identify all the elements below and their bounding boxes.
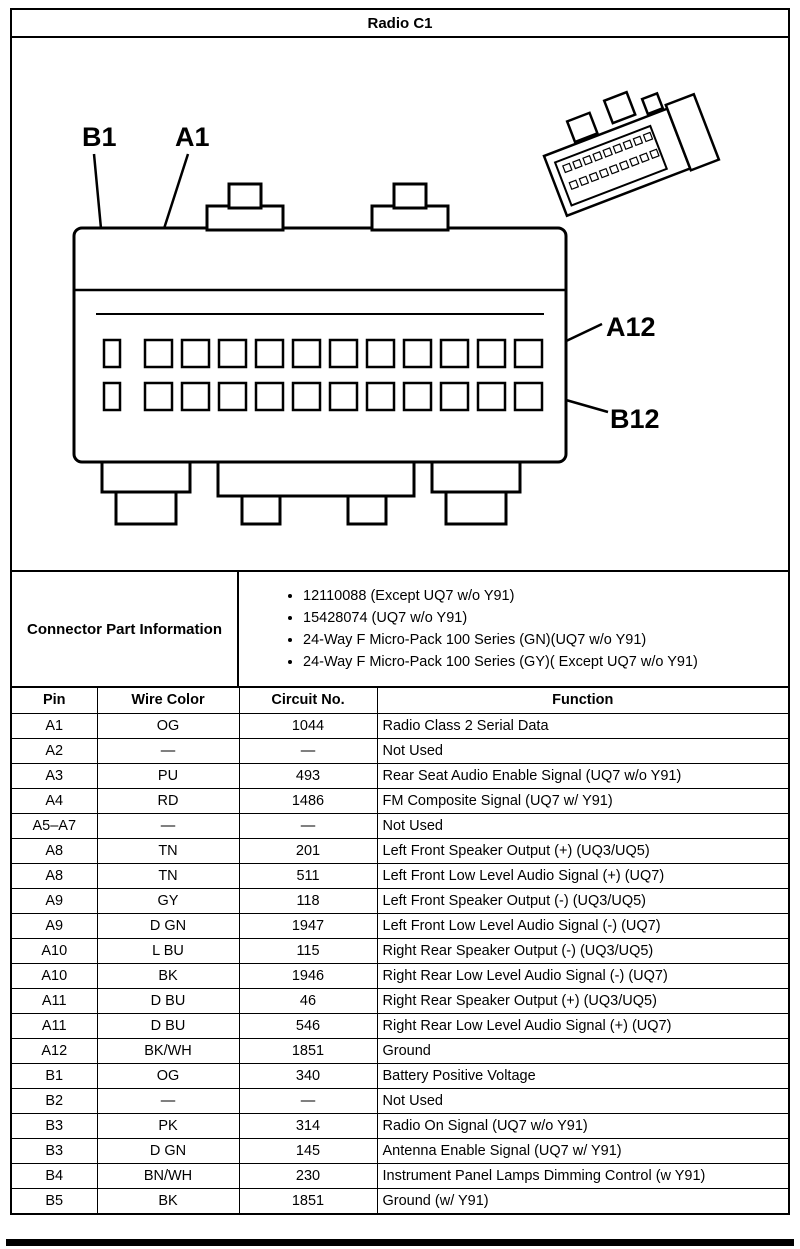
- wire-color-cell: GY: [97, 888, 239, 913]
- part-info-item: • 12110088 (Except UQ7 w/o Y91): [303, 586, 698, 607]
- pin: [219, 340, 246, 367]
- part-info-item: • 15428074 (UQ7 w/o Y91): [303, 608, 698, 629]
- pin: [643, 132, 652, 141]
- function-cell: FM Composite Signal (UQ7 w/ Y91): [377, 788, 788, 813]
- pin: [293, 340, 320, 367]
- pin-cell: A2: [12, 738, 97, 763]
- circuit-no-cell: 1947: [239, 913, 377, 938]
- pin: [650, 149, 659, 158]
- mount-foot-left: [102, 462, 190, 492]
- page-bottom-rule: [6, 1239, 794, 1246]
- circuit-no-cell: —: [239, 813, 377, 838]
- page-title: Radio C1: [12, 10, 788, 38]
- circuit-no-cell: 230: [239, 1163, 377, 1188]
- pin: [563, 163, 572, 172]
- table-row: [12, 763, 788, 788]
- function-cell: Ground (w/ Y91): [377, 1188, 788, 1213]
- pin: [583, 156, 592, 165]
- table-row: [12, 963, 788, 988]
- pin: [640, 153, 649, 162]
- function-cell: Not Used: [377, 813, 788, 838]
- pin-label-a1: A1: [175, 122, 210, 152]
- wire-color-cell: —: [97, 813, 239, 838]
- pin: [589, 172, 598, 181]
- table-row: [12, 838, 788, 863]
- table-row: [12, 738, 788, 763]
- table-row: [12, 863, 788, 888]
- wire-color-cell: L BU: [97, 938, 239, 963]
- pin-cell: B4: [12, 1163, 97, 1188]
- table-row: [12, 988, 788, 1013]
- pin: [293, 383, 320, 410]
- pin-cell: B2: [12, 1088, 97, 1113]
- function-cell: Ground: [377, 1038, 788, 1063]
- function-cell: Left Front Speaker Output (+) (UQ3/UQ5): [377, 838, 788, 863]
- circuit-no-cell: 1946: [239, 963, 377, 988]
- part-info-item: • 24-Way F Micro-Pack 100 Series (GN)(UQ7 w/o Y91): [303, 630, 698, 651]
- wire-color-cell: TN: [97, 863, 239, 888]
- wire-color-cell: RD: [97, 788, 239, 813]
- table-row: [12, 788, 788, 813]
- pin: [630, 157, 639, 166]
- pin: [573, 160, 582, 169]
- circuit-no-cell: 314: [239, 1113, 377, 1138]
- table-row: [12, 1013, 788, 1038]
- function-cell: Rear Seat Audio Enable Signal (UQ7 w/o Y91): [377, 763, 788, 788]
- function-cell: Left Front Speaker Output (-) (UQ3/UQ5): [377, 888, 788, 913]
- function-cell: Radio On Signal (UQ7 w/o Y91): [377, 1113, 788, 1138]
- pinout-table: [12, 688, 788, 1213]
- connector-3d-view: [533, 70, 719, 218]
- function-cell: Left Front Low Level Audio Signal (+) (UQ7): [377, 863, 788, 888]
- pin: [569, 180, 578, 189]
- pin: [182, 340, 209, 367]
- function-cell: Instrument Panel Lamps Dimming Control (w Y91): [377, 1163, 788, 1188]
- connector-part-info-row: [12, 572, 788, 688]
- pin-cell: A5–A7: [12, 813, 97, 838]
- pin: [182, 383, 209, 410]
- latch-tab: [394, 184, 426, 208]
- pin: [219, 383, 246, 410]
- pin-label-b12: B12: [610, 404, 660, 434]
- pin: [367, 383, 394, 410]
- pin: [600, 169, 609, 178]
- pin: [623, 140, 632, 149]
- pin: [330, 340, 357, 367]
- part-info-item: • 24-Way F Micro-Pack 100 Series (GY)( Except UQ7 w/o Y91): [303, 652, 698, 673]
- mount-tab-center: [348, 496, 386, 524]
- wire-color-cell: D GN: [97, 1138, 239, 1163]
- wire-color-cell: PU: [97, 763, 239, 788]
- table-row: [12, 1188, 788, 1213]
- table-row: [12, 1113, 788, 1138]
- header-wire-color: Wire Color: [97, 688, 239, 713]
- pin-cell: A11: [12, 1013, 97, 1038]
- wire-color-cell: PK: [97, 1113, 239, 1138]
- function-cell: Radio Class 2 Serial Data: [377, 713, 788, 738]
- wire-color-cell: BN/WH: [97, 1163, 239, 1188]
- function-cell: Not Used: [377, 1088, 788, 1113]
- function-cell: Right Rear Speaker Output (-) (UQ3/UQ5): [377, 938, 788, 963]
- table-row: [12, 1038, 788, 1063]
- pin-cell: A9: [12, 913, 97, 938]
- mount-foot-center: [218, 462, 414, 496]
- pin-cell: A8: [12, 838, 97, 863]
- header-pin: Pin: [12, 688, 97, 713]
- pin: [610, 165, 619, 174]
- connector-front-view: [74, 184, 566, 524]
- pin-table-body: [12, 713, 788, 1213]
- mount-foot-left-inner: [116, 492, 176, 524]
- table-row: [12, 1163, 788, 1188]
- table-header-row: [12, 688, 788, 713]
- mount-tab-center: [242, 496, 280, 524]
- header-function: Function: [377, 688, 788, 713]
- wire-color-cell: D BU: [97, 988, 239, 1013]
- pin: [330, 383, 357, 410]
- function-cell: Right Rear Low Level Audio Signal (-) (UQ7): [377, 963, 788, 988]
- pin-cell: B1: [12, 1063, 97, 1088]
- pin-cell: A12: [12, 1038, 97, 1063]
- pin: [620, 161, 629, 170]
- wire-color-cell: —: [97, 738, 239, 763]
- mount-foot-right: [432, 462, 520, 492]
- table-row: [12, 713, 788, 738]
- wire-color-cell: BK/WH: [97, 1038, 239, 1063]
- pin-cell: A10: [12, 938, 97, 963]
- circuit-no-cell: —: [239, 738, 377, 763]
- pin: [441, 340, 468, 367]
- circuit-no-cell: 493: [239, 763, 377, 788]
- circuit-no-cell: 1486: [239, 788, 377, 813]
- pin: [145, 340, 172, 367]
- table-row: [12, 1063, 788, 1088]
- latch-tab: [372, 206, 448, 230]
- pin-cell: B5: [12, 1188, 97, 1213]
- circuit-no-cell: 1851: [239, 1038, 377, 1063]
- wire-color-cell: —: [97, 1088, 239, 1113]
- function-cell: Not Used: [377, 738, 788, 763]
- wire-color-cell: OG: [97, 1063, 239, 1088]
- table-row: [12, 1138, 788, 1163]
- circuit-no-cell: —: [239, 1088, 377, 1113]
- pin: [515, 340, 542, 367]
- wire-color-cell: OG: [97, 713, 239, 738]
- diagram-svg: [12, 38, 788, 572]
- pin: [404, 383, 431, 410]
- pin: [593, 152, 602, 161]
- circuit-no-cell: 145: [239, 1138, 377, 1163]
- table-row: [12, 913, 788, 938]
- wire-color-cell: BK: [97, 1188, 239, 1213]
- function-cell: Battery Positive Voltage: [377, 1063, 788, 1088]
- connector-part-info-label: Connector Part Information: [12, 572, 239, 686]
- circuit-no-cell: 118: [239, 888, 377, 913]
- latch-tab: [229, 184, 261, 208]
- header-circuit-no: Circuit No.: [239, 688, 377, 713]
- pin: [603, 148, 612, 157]
- pin: [478, 340, 505, 367]
- pin: [613, 144, 622, 153]
- pin-cell: A9: [12, 888, 97, 913]
- pin-cell: A1: [12, 713, 97, 738]
- pin-cell: A11: [12, 988, 97, 1013]
- pin: [579, 176, 588, 185]
- pin: [633, 136, 642, 145]
- circuit-no-cell: 115: [239, 938, 377, 963]
- circuit-no-cell: 46: [239, 988, 377, 1013]
- circuit-no-cell: 1851: [239, 1188, 377, 1213]
- wire-color-cell: BK: [97, 963, 239, 988]
- connector-part-info-list: [239, 572, 788, 686]
- function-cell: Right Rear Low Level Audio Signal (+) (UQ7): [377, 1013, 788, 1038]
- circuit-no-cell: 340: [239, 1063, 377, 1088]
- function-cell: Left Front Low Level Audio Signal (-) (UQ7): [377, 913, 788, 938]
- pin: [404, 340, 431, 367]
- pin: [256, 340, 283, 367]
- pin: [478, 383, 505, 410]
- wire-color-cell: D GN: [97, 913, 239, 938]
- latch-tab: [207, 206, 283, 230]
- table-row: [12, 813, 788, 838]
- pin: [104, 383, 120, 410]
- table-row: [12, 938, 788, 963]
- pin: [145, 383, 172, 410]
- connector-diagram: [12, 38, 788, 572]
- pin: [256, 383, 283, 410]
- pin: [515, 383, 542, 410]
- function-cell: Right Rear Speaker Output (+) (UQ3/UQ5): [377, 988, 788, 1013]
- pin-cell: B3: [12, 1138, 97, 1163]
- table-row: [12, 888, 788, 913]
- pin-cell: A3: [12, 763, 97, 788]
- pin-cell: A8: [12, 863, 97, 888]
- pin-cell: A10: [12, 963, 97, 988]
- diagram-sheet: [10, 8, 790, 1215]
- pin: [367, 340, 394, 367]
- pin-label-b1: B1: [82, 122, 117, 152]
- wire-color-cell: D BU: [97, 1013, 239, 1038]
- connector-3d-latch: [604, 92, 635, 123]
- circuit-no-cell: 201: [239, 838, 377, 863]
- function-cell: Antenna Enable Signal (UQ7 w/ Y91): [377, 1138, 788, 1163]
- pin-cell: A4: [12, 788, 97, 813]
- circuit-no-cell: 546: [239, 1013, 377, 1038]
- wire-color-cell: TN: [97, 838, 239, 863]
- pin-cell: B3: [12, 1113, 97, 1138]
- table-row: [12, 1088, 788, 1113]
- circuit-no-cell: 1044: [239, 713, 377, 738]
- circuit-no-cell: 511: [239, 863, 377, 888]
- pin-label-a12: A12: [606, 312, 656, 342]
- mount-foot-right-inner: [446, 492, 506, 524]
- pin: [441, 383, 468, 410]
- pin: [104, 340, 120, 367]
